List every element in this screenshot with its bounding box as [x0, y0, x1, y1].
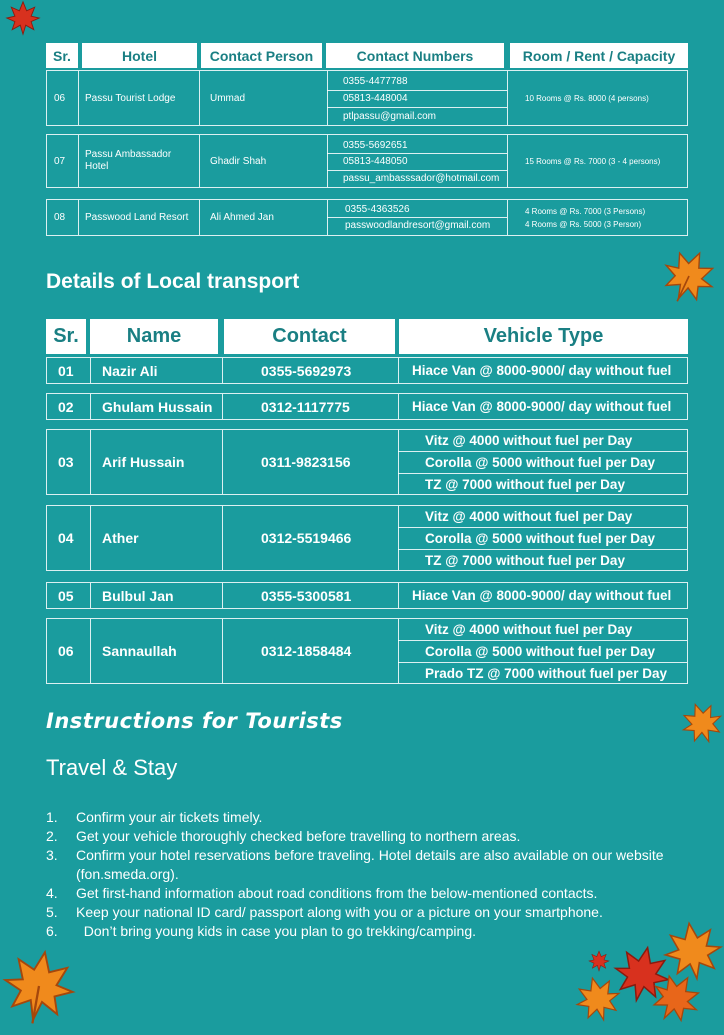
- transport-vehicle: Prado TZ @ 7000 without fuel per Day: [425, 665, 667, 681]
- list-item: 2. Get your vehicle thoroughly checked before travelling to northern areas.: [46, 828, 521, 844]
- hotel-room-rate: 10 Rooms @ Rs. 8000 (4 persons): [525, 93, 649, 103]
- hotel-contact-email: ptlpassu@gmail.com: [343, 110, 436, 122]
- transport-name: Bulbul Jan: [102, 587, 174, 604]
- hotel-room-rate: 4 Rooms @ Rs. 7000 (3 Persons): [525, 206, 646, 216]
- transport-contact: 0312-1117775: [261, 398, 350, 415]
- transport-vehicle: TZ @ 7000 without fuel per Day: [425, 552, 625, 568]
- hotel-contact-email: passu_ambasssador@hotmail.com: [343, 173, 500, 184]
- transport-header-sr: Sr.: [46, 319, 86, 354]
- transport-name: Ghulam Hussain: [102, 398, 213, 415]
- transport-sr: 06: [58, 643, 74, 659]
- transport-row: [46, 357, 688, 384]
- transport-name: Ather: [102, 530, 139, 546]
- hotel-sr: 08: [54, 212, 66, 223]
- transport-row: [46, 618, 688, 684]
- list-item: 6. Don’t bring young kids in case you plan to go trekking/camping.: [46, 923, 477, 939]
- transport-sr: 02: [58, 398, 74, 415]
- transport-sr: 04: [58, 530, 74, 546]
- transport-name: Sannaullah: [102, 643, 177, 659]
- transport-contact: 0312-5519466: [261, 530, 352, 546]
- transport-vehicle: Corolla @ 5000 without fuel per Day: [398, 641, 687, 663]
- transport-row: [46, 393, 688, 420]
- transport-vehicle: Corolla @ 5000 without fuel per Day: [398, 452, 687, 474]
- hotel-sr: 07: [54, 155, 66, 167]
- maple-leaf-icon: [2, 0, 44, 36]
- list-item: 5. Keep your national ID card/ passport along with you or a picture on your smartphone.: [46, 904, 603, 920]
- hotel-sr: 06: [54, 92, 66, 104]
- hotel-contact-number: 0355-4477788: [343, 75, 408, 87]
- transport-row: [46, 429, 688, 495]
- transport-vehicle: Corolla @ 5000 without fuel per Day: [398, 528, 687, 550]
- hotel-name: Passwood Land Resort: [85, 212, 189, 223]
- transport-sr: 03: [58, 454, 74, 470]
- transport-header-name: Name: [90, 319, 218, 354]
- transport-sr: 05: [58, 587, 74, 604]
- maple-leaf-icon: [588, 950, 610, 972]
- transport-contact: 0312-1858484: [261, 643, 352, 659]
- hotel-header-rooms: Room / Rent / Capacity: [510, 43, 688, 68]
- hotel-contact-email: passwoodlandresort@gmail.com: [345, 220, 491, 231]
- hotel-header-hotel: Hotel: [82, 43, 197, 68]
- transport-header-contact: Contact: [224, 319, 395, 354]
- maple-leaf-icon: [673, 694, 724, 752]
- hotel-contact-number: 0355-5692651: [343, 139, 408, 151]
- transport-contact: 0355-5692973: [261, 362, 352, 379]
- transport-vehicle: Hiace Van @ 8000-9000/ day without fuel: [412, 399, 672, 414]
- travel-stay-heading: Travel & Stay: [46, 755, 178, 780]
- transport-name: Arif Hussain: [102, 454, 185, 470]
- transport-row: [46, 582, 688, 609]
- hotel-name: Passu Ambassador Hotel: [85, 149, 172, 172]
- hotel-header-sr: Sr.: [46, 43, 78, 68]
- transport-sr: 01: [58, 362, 74, 379]
- list-item: 1. Confirm your air tickets timely.: [46, 809, 263, 825]
- transport-vehicle: Vitz @ 4000 without fuel per Day: [398, 619, 687, 641]
- hotel-contact-number: 05813-448004: [343, 93, 408, 104]
- transport-header-vehicle: Vehicle Type: [399, 319, 688, 354]
- hotel-row: [46, 134, 688, 188]
- transport-contact: 0355-5300581: [261, 587, 352, 604]
- transport-vehicle: Vitz @ 4000 without fuel per Day: [398, 430, 687, 452]
- transport-vehicle: Hiace Van @ 8000-9000/ day without fuel: [412, 363, 672, 378]
- maple-leaf-icon: [0, 942, 84, 1030]
- hotel-room-rate: 15 Rooms @ Rs. 7000 (3 - 4 persons): [525, 156, 661, 166]
- hotel-contact-person: Ummad: [210, 92, 246, 104]
- transport-name: Nazir Ali: [102, 362, 158, 379]
- list-item: 3. Confirm your hotel reservations before traveling. Hotel details are also available on our website (fon.smeda.org).: [46, 847, 664, 882]
- hotel-contact-number: 05813-448050: [343, 156, 408, 167]
- instructions-list: [46, 808, 686, 941]
- hotel-contact-person: Ali Ahmed Jan: [210, 212, 274, 223]
- hotel-row: [46, 199, 688, 236]
- maple-leaf-icon: [647, 237, 724, 316]
- transport-vehicle: Vitz @ 4000 without fuel per Day: [398, 506, 687, 528]
- transport-vehicle: TZ @ 7000 without fuel per Day: [425, 476, 625, 492]
- hotel-name: Passu Tourist Lodge: [85, 92, 176, 104]
- hotel-header-contact-numbers: Contact Numbers: [326, 43, 504, 68]
- transport-row: [46, 505, 688, 571]
- list-item: 4. Get first-hand information about road conditions from the below-mentioned contacts.: [46, 885, 598, 901]
- instructions-title: Instructions for Tourists: [46, 709, 343, 733]
- transport-contact: 0311-9823156: [261, 454, 351, 470]
- hotel-header-contact-person: Contact Person: [201, 43, 322, 68]
- hotel-contact-number: 0355-4363526: [345, 204, 410, 215]
- transport-title: Details of Local transport: [46, 270, 300, 293]
- hotel-contact-person: Ghadir Shah: [210, 155, 267, 167]
- hotel-row: [46, 70, 688, 126]
- transport-vehicle: Hiace Van @ 8000-9000/ day without fuel: [412, 588, 672, 603]
- hotel-room-rate: 4 Rooms @ Rs. 5000 (3 Person): [525, 219, 642, 229]
